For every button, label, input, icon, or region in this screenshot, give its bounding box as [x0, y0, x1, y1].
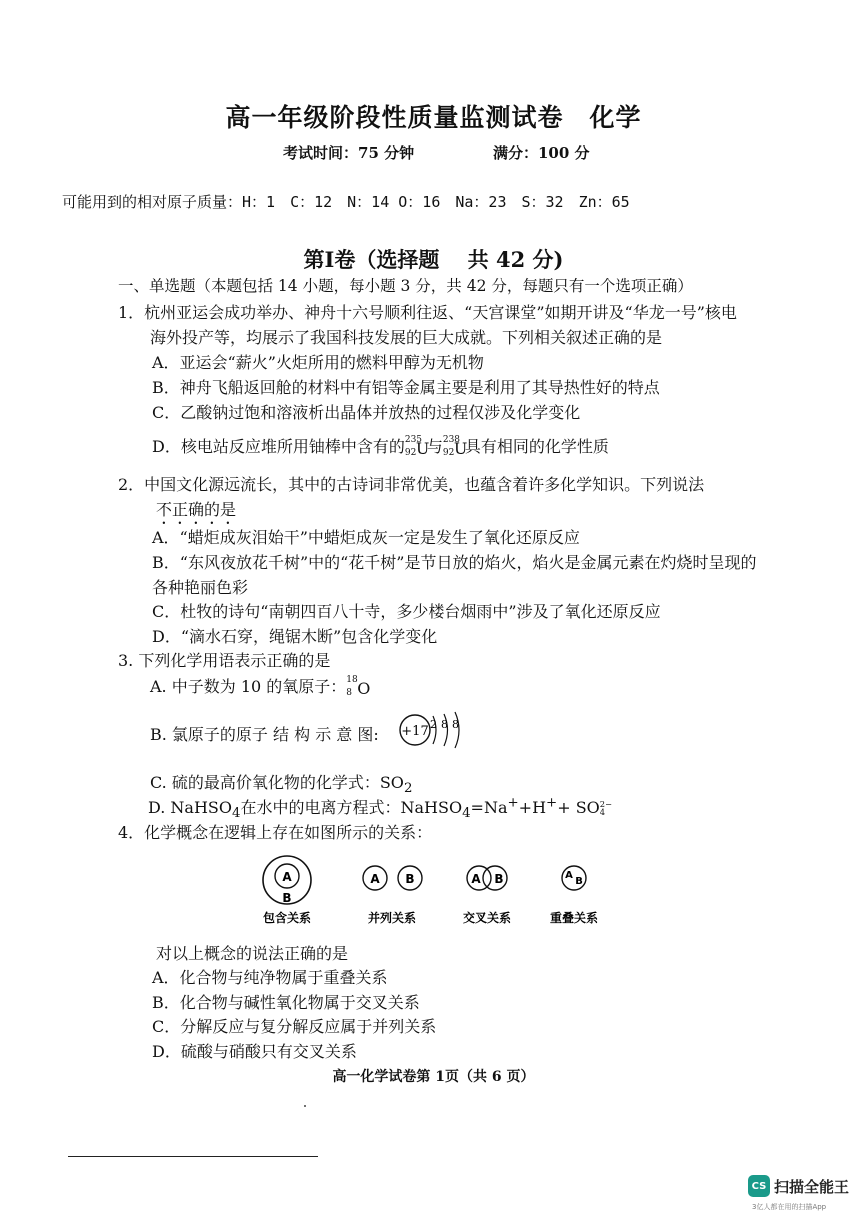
q1-option-d-mid: 与	[426, 437, 443, 456]
scanner-brand: 扫描全能王	[774, 1177, 850, 1196]
q4-option-c: C．分解反应与复分解反应属于并列关系	[152, 1017, 437, 1036]
shell-1-electrons: 2	[430, 718, 437, 731]
q2-option-b-1: B．“东风夜放花千树”中的“花千树”是节日放的焰火，焰火是金属元素在灼烧时呈现的	[152, 553, 757, 572]
isotope-u235-symbol: U	[415, 438, 430, 458]
q1-option-d	[152, 434, 609, 457]
q1-option-a: A．亚运会“薪火”火炬所用的燃料甲醇为无机物	[152, 353, 484, 372]
q3-option-c-sub: 2	[403, 781, 413, 797]
isotope-u238-mass: 238	[442, 434, 461, 445]
relation-caption-overlap: 重叠关系	[549, 911, 599, 925]
intersect-label-a: A	[471, 872, 481, 886]
containment-label-a: A	[282, 870, 292, 884]
q1-option-b: B．神舟飞船返回舱的材料中有铝等金属主要是利用了其导热性好的特点	[152, 378, 660, 397]
bottom-rule	[68, 1156, 318, 1157]
parallel-label-a: A	[370, 872, 380, 886]
isotope-u235	[404, 434, 430, 458]
overlap-label-b: B	[575, 876, 583, 887]
q2-option-d: D．“滴水石穿，绳锯木断”包含化学变化	[152, 627, 438, 646]
exam-time: 考试时间：75 分钟	[283, 144, 415, 162]
q4-option-d: D．硫酸与硝酸只有交叉关系	[152, 1042, 357, 1061]
isotope-o18-mass: 18	[346, 674, 358, 685]
nucleus-charge: +17	[401, 724, 429, 739]
q3-option-b-text: B. 氯原子的原子 结 构 示 意 图:	[150, 725, 379, 744]
relation-caption-intersection: 交叉关系	[462, 911, 512, 925]
q3-option-c	[150, 770, 412, 796]
q3-option-d-sub2: 4	[462, 806, 471, 822]
isotope-o18-z: 8	[346, 687, 352, 698]
q2-option-c: C．杜牧的诗句“南朝四百八十寺，多少楼台烟雨中”涉及了氧化还原反应	[152, 602, 661, 621]
overlap-label-a: A	[565, 870, 573, 881]
page-footer: 高一化学试卷第 1页（共 6 页）	[332, 1069, 535, 1085]
q2-stem-2: 不正确的是	[156, 500, 237, 519]
q4-question: 对以上概念的说法正确的是	[156, 944, 349, 963]
q4-option-b: B．化合物与碱性氧化物属于交叉关系	[152, 993, 420, 1012]
relation-caption-parallel: 并列关系	[367, 911, 417, 925]
intersect-label-b: B	[494, 872, 504, 886]
q3-option-d-sub3: 4	[599, 806, 606, 817]
q1-stem-2: 海外投产等，均展示了我国科技发展的巨大成就。下列相关叙述正确的是	[150, 328, 663, 347]
scanner-tagline: 3亿人都在用的扫描App	[752, 1203, 827, 1211]
scan-speck	[304, 1105, 306, 1107]
isotope-o18	[346, 674, 371, 698]
q1-stem-1: 1．杭州亚运会成功举办、神舟十六号顺利往返、“天宫课堂”如期开讲及“华龙一号”核电	[118, 303, 737, 322]
full-score: 满分：100 分	[493, 144, 590, 162]
q3-option-d-eq: =Na	[470, 798, 508, 817]
q3-option-d-sup2: +	[546, 795, 558, 811]
q3-option-d-mid: 在水中的电离方程式：NaHSO	[240, 798, 463, 817]
isotope-u238	[442, 434, 468, 458]
shell-3-electrons: 8	[452, 718, 459, 731]
q3-option-a-text: A. 中子数为 10 的氧原子：	[150, 677, 347, 696]
q2-option-b-2: 各种艳丽色彩	[152, 578, 249, 597]
q3-option-d	[148, 795, 612, 821]
q3-option-d-eq2: +H	[518, 798, 547, 817]
isotope-u238-symbol: U	[453, 438, 468, 458]
relation-caption-containment: 包含关系	[262, 911, 312, 925]
q4-stem: 4．化学概念在逻辑上存在如图所示的关系：	[118, 823, 433, 842]
q3-stem: 3. 下列化学用语表示正确的是	[118, 651, 331, 670]
section-title: 第Ⅰ卷（选择题 共 42 分)	[303, 247, 564, 272]
page-title: 高一年级阶段性质量监测试卷 化学	[225, 103, 642, 132]
atomic-masses: 可能用到的相对原子质量：H：1 C：12 N：14 O：16 Na：23 S：32 Zn：65	[62, 193, 630, 211]
q2-option-a: A．“蜡炬成灰泪始干”中蜡炬成灰一定是发生了氧化还原反应	[152, 528, 580, 547]
concept-relations-diagram	[250, 850, 620, 930]
section-subtitle: 一、单选题（本题包括 14 小题，每小题 3 分，共 42 分，每题只有一个选项正确）	[118, 277, 693, 295]
shell-2-electrons: 8	[441, 718, 448, 731]
isotope-u238-z: 92	[442, 447, 455, 458]
q3-option-d-sup1: +	[507, 795, 519, 811]
q1-option-d-post: 具有相同的化学性质	[464, 437, 609, 456]
q3-option-a	[150, 674, 371, 698]
containment-label-b: B	[282, 891, 292, 905]
isotope-o18-symbol: O	[357, 678, 371, 698]
q3-option-d-sub1: 4	[232, 806, 241, 822]
isotope-u235-z: 92	[404, 447, 417, 458]
q3-option-d-eq3: + SO	[557, 798, 600, 817]
q1-option-d-pre: D．核电站反应堆所用铀棒中含有的	[152, 437, 405, 456]
q1-option-c: C．乙酸钠过饱和溶液析出晶体并放热的过程仅涉及化学变化	[152, 403, 581, 422]
scanner-logo-icon: CS	[748, 1175, 770, 1197]
parallel-label-b: B	[405, 872, 415, 886]
q3-option-d-text: D. NaHSO	[148, 798, 232, 817]
scanner-watermark	[748, 1175, 849, 1197]
chlorine-atom-diagram	[395, 708, 475, 752]
isotope-u235-mass: 235	[404, 434, 423, 445]
q2-stem-1: 2．中国文化源远流长，其中的古诗词非常优美，也蕴含着许多化学知识。下列说法	[118, 475, 705, 494]
q3-option-d-sup3: 2−	[599, 799, 613, 810]
q4-option-a: A．化合物与纯净物属于重叠关系	[152, 968, 388, 987]
q3-option-c-text: C. 硫的最高价氧化物的化学式：SO	[150, 773, 404, 792]
